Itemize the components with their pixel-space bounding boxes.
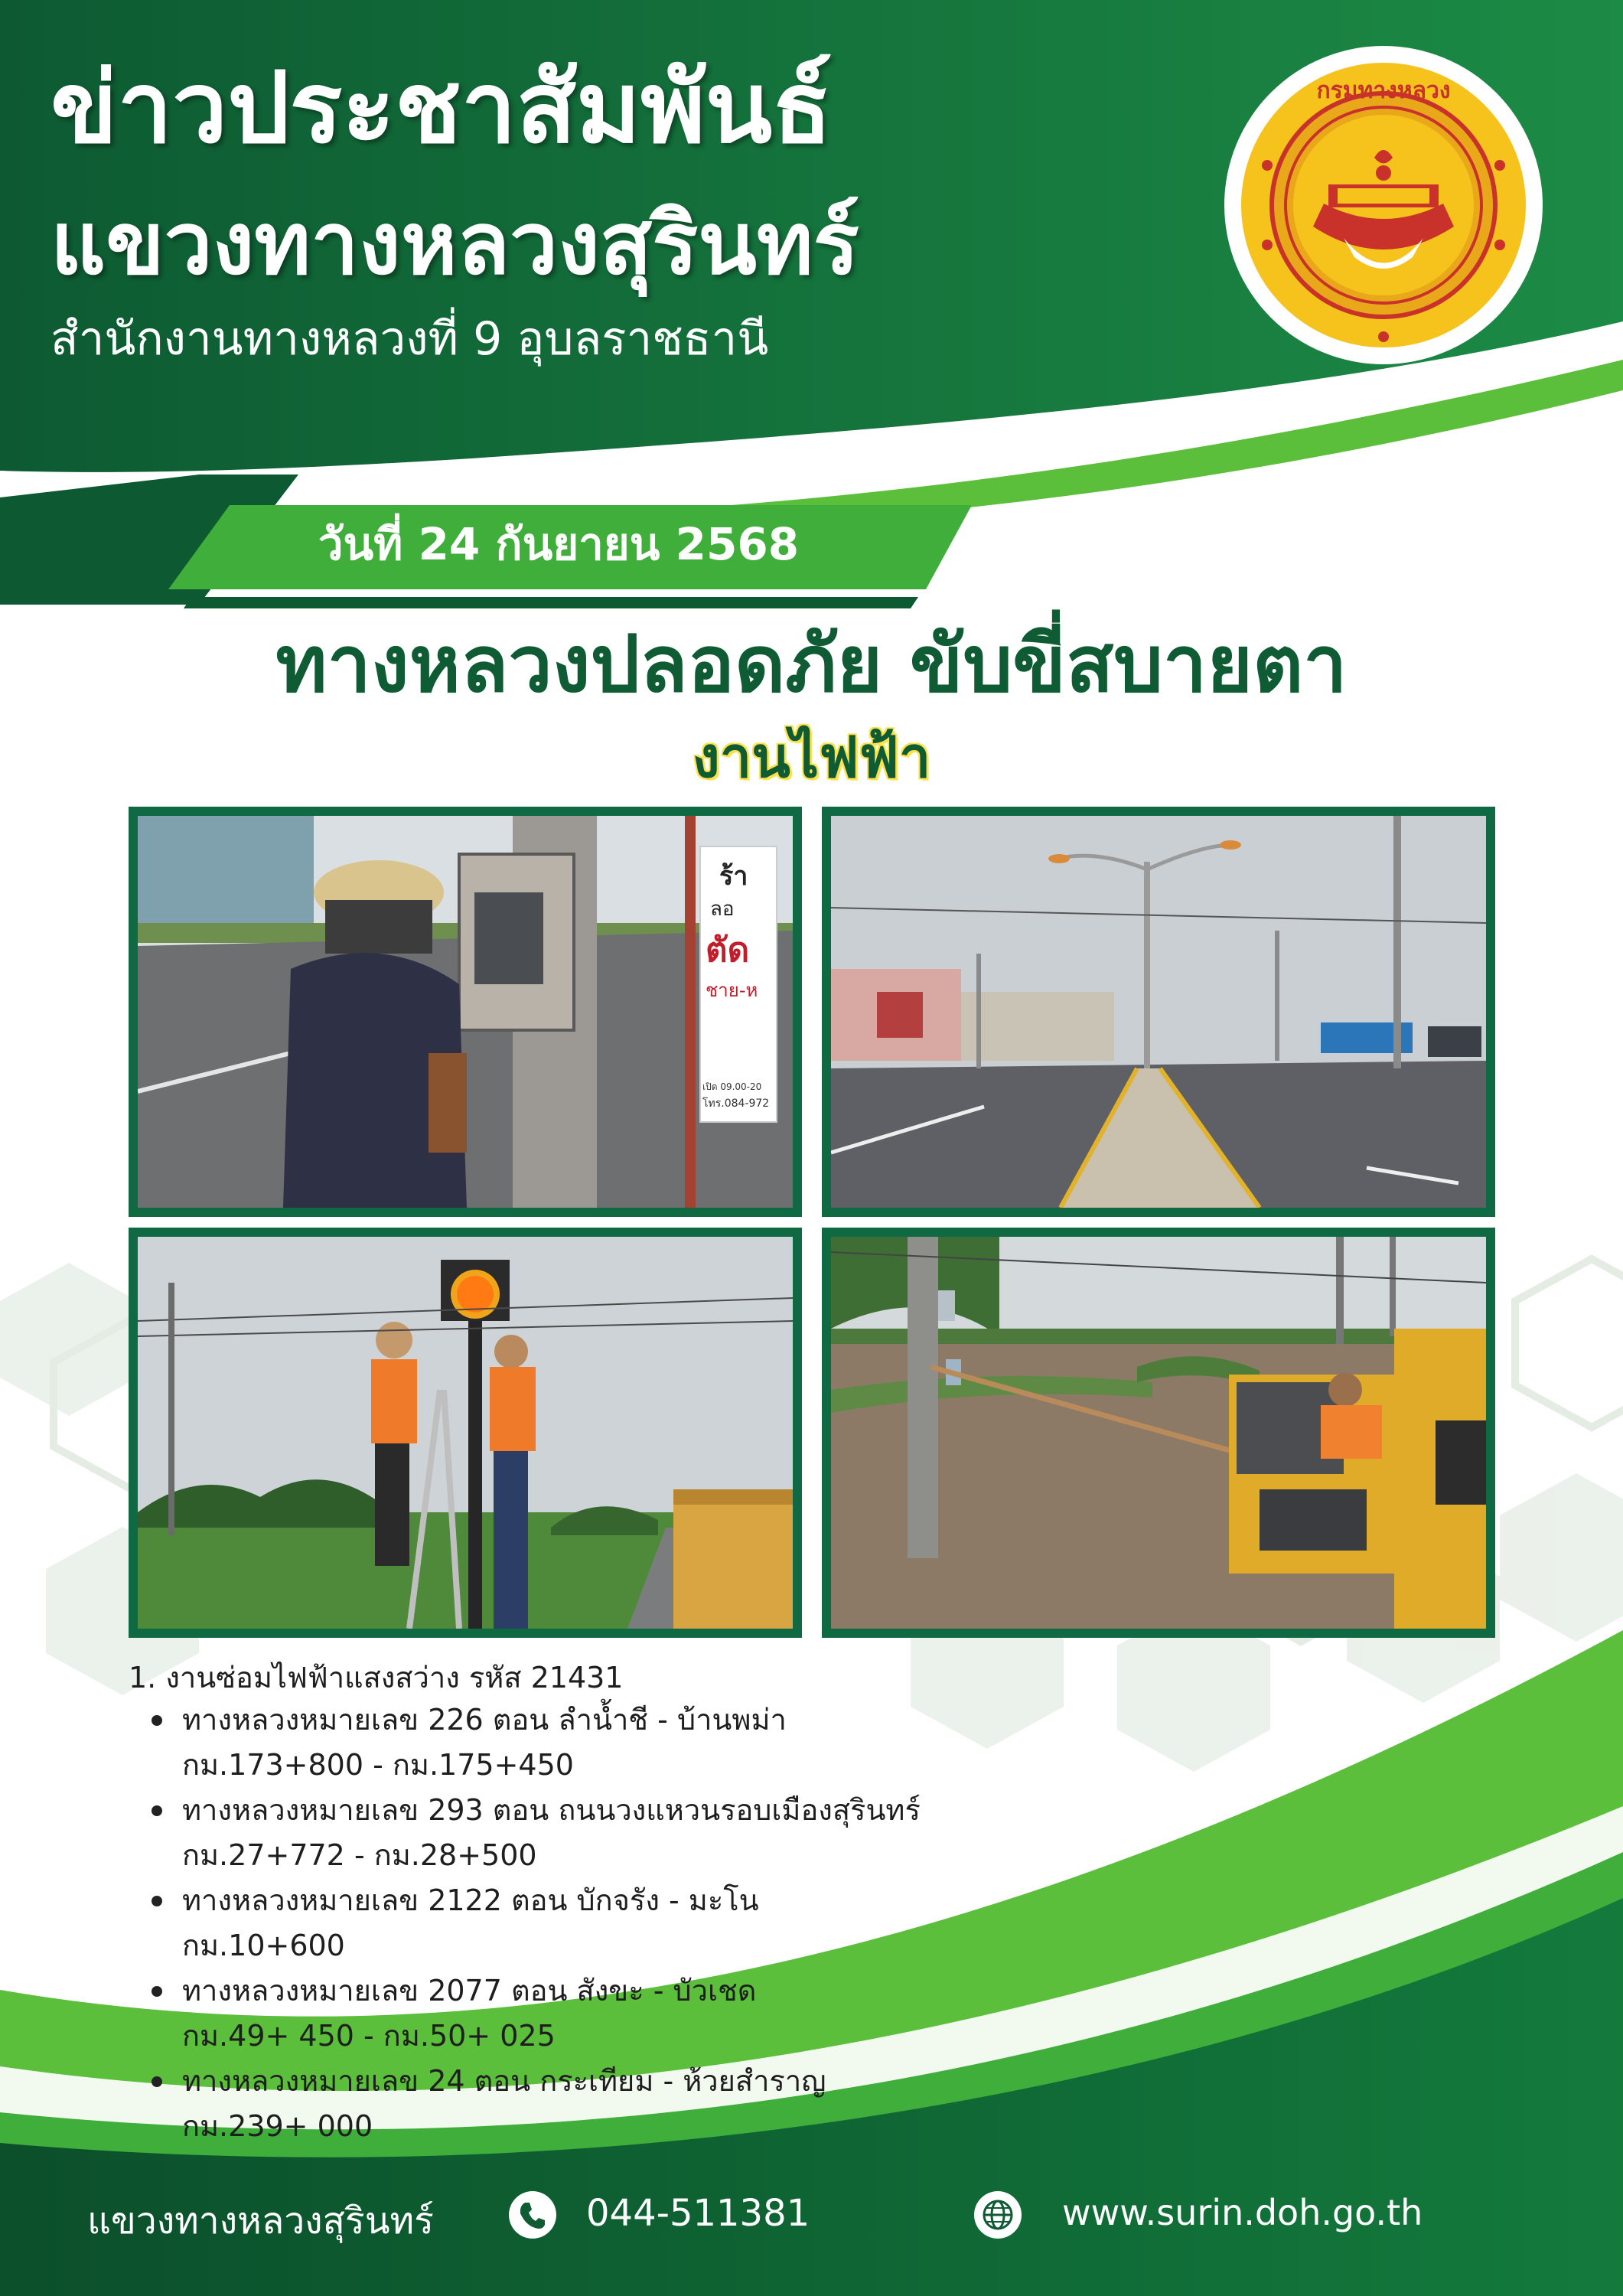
route-km: กม.239+ 000 (182, 2109, 373, 2143)
work-details (129, 1658, 1123, 2149)
route-road: ทางหลวงหมายเลข 2122 ตอน บักจรัง - มะโน (182, 1883, 759, 1917)
list-item (141, 1968, 1123, 2059)
bullet-icon (152, 1896, 162, 1906)
route-km: กม.173+800 - กม.175+450 (182, 1748, 574, 1782)
footer (0, 2174, 1623, 2259)
photo-road-street-lights (822, 807, 1495, 1217)
sign-text-cut: ตัด (706, 931, 750, 970)
list-item (141, 1698, 1123, 1788)
bullet-icon (152, 1805, 162, 1816)
sign-text-top: ร้า (719, 861, 748, 892)
footer-organization: แขวงทางหลวงสุรินทร์ (87, 2200, 434, 2242)
list-item (141, 1788, 1123, 1878)
logo-text: กรมทางหลวง (1316, 77, 1451, 104)
route-list (141, 1698, 1123, 2149)
work-category: งานไฟฟ้า (692, 725, 931, 791)
bullet-icon (152, 2076, 162, 2087)
office-name: สำนักงานทางหลวงที่ 9 อุบลราชธานี (51, 312, 769, 366)
route-road: ทางหลวงหมายเลข 293 ตอน ถนนวงแหวนรอบเมืองสุรินทร์ (182, 1793, 921, 1827)
bullet-icon (152, 1715, 162, 1726)
route-road: ทางหลวงหมายเลข 2077 ตอน สังขะ - บัวเชด (182, 1974, 757, 2007)
department-of-highways-logo (1221, 43, 1546, 367)
headline: ทางหลวงปลอดภัย ขับขี่สบายตา (275, 619, 1348, 710)
sign-text-hours: เปิด 09.00-20 (702, 1081, 762, 1092)
photo-flooded-pole-repair (822, 1228, 1495, 1638)
route-km: กม.10+600 (182, 1929, 345, 1962)
route-road: ทางหลวงหมายเลข 226 ตอน ลำน้ำชี - บ้านพม่า (182, 1703, 787, 1737)
sign-text-phone: โทร.084-972 (702, 1097, 770, 1110)
date-banner: วันที่ 24 กันยายน 2568 (318, 518, 800, 570)
work-heading: 1. งานซ่อมไฟฟ้าแสงสว่าง รหัส 21431 (129, 1661, 624, 1694)
globe-icon (973, 2190, 1022, 2239)
list-item (141, 1878, 1123, 1968)
organization-name: แขวงทางหลวงสุรินทร์ (51, 194, 859, 294)
route-road: ทางหลวงหมายเลข 24 ตอน กระเทียม - ห้วยสำราญ (182, 2064, 826, 2098)
phone-icon (508, 2190, 557, 2239)
footer-website[interactable]: www.surin.doh.go.th (1062, 2192, 1423, 2233)
list-item (141, 2059, 1123, 2149)
page-title: ข่าวประชาสัมพันธ์ (51, 51, 833, 165)
route-km: กม.49+ 450 - กม.50+ 025 (182, 2019, 556, 2053)
sign-text-bottom: ชาย-ห (706, 980, 758, 1001)
bullet-icon (152, 1986, 162, 1997)
route-km: กม.27+772 - กม.28+500 (182, 1838, 537, 1872)
sign-text-mid: ลอ (710, 898, 735, 921)
footer-phone[interactable]: 044-511381 (586, 2192, 810, 2235)
photo-electrical-cabinet (129, 807, 802, 1217)
photo-flashing-light-repair (129, 1228, 802, 1638)
